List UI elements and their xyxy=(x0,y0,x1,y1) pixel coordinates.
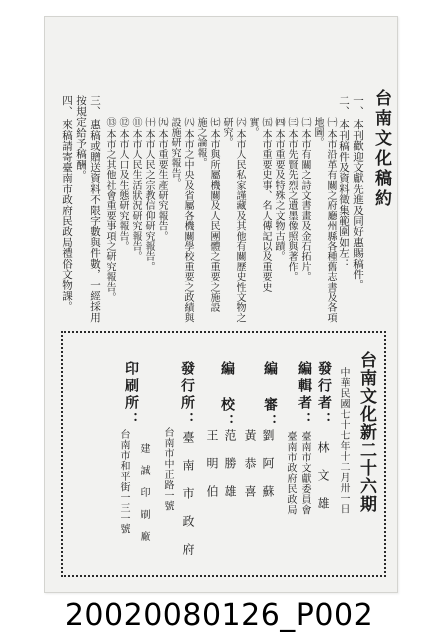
reviewer-2: 黃 恭 喜 xyxy=(243,429,257,498)
editor-line-2: 臺南市政府民政局 xyxy=(285,431,296,515)
category-11-label: ⑪ xyxy=(130,117,141,128)
editor-line-1: 臺南市文獻委員會 xyxy=(299,431,310,515)
printer-name: 建 誠 印 刷 廠 xyxy=(138,443,149,542)
category-13-text: 本市之其他社會重要事項之研究報告。 xyxy=(104,129,115,303)
publisher-name: 林 文 雄 xyxy=(316,441,330,510)
printer-address: 台南市和平街一三一號 xyxy=(118,429,129,534)
editor-label: 編輯者： xyxy=(296,361,312,429)
rule-1-text: 本刊歡迎文獻先進及同好惠賜稿件。 xyxy=(352,119,364,291)
category-6-line-2: 研究。 xyxy=(221,117,232,148)
category-5-line-2: 實。 xyxy=(247,117,258,138)
distributor-address: 台南市中正路一號 xyxy=(162,427,173,511)
category-7-label: ㈦ xyxy=(208,117,219,128)
proofreader-1: 范 勝 雄 xyxy=(223,429,237,498)
document-page xyxy=(44,16,398,593)
category-7-line-1: 本市與所屬機關及人民團體之重要之施設 xyxy=(208,129,219,313)
rule-2-label: 二、 xyxy=(338,95,350,117)
category-7-line-2: 施之論報。 xyxy=(195,117,206,168)
category-5-label: ㈤ xyxy=(260,117,271,128)
category-6-label: ㈥ xyxy=(234,117,245,128)
category-8-line-2: 設施研究報告。 xyxy=(169,117,180,189)
category-1-line-1: 本市沿革有關之府廳州縣各種舊志書及各項 xyxy=(325,129,336,323)
publication-date: 中華民國七十七年十二月卅一日 xyxy=(338,367,349,514)
distributor-name: 臺 南 市 政 府 xyxy=(181,431,195,556)
rule-3-label: 三、 xyxy=(89,95,101,117)
rule-4-text: 來稿請寄臺南市政府民政局禮俗文物課。 xyxy=(61,119,73,312)
rule-3-line-1: 惠稿或贈送資料不限字數與件數，一經採用 xyxy=(89,119,101,323)
category-11-text: 本市人民生活狀況研究報告。 xyxy=(130,129,141,262)
category-1-label: ㈠ xyxy=(325,117,336,128)
proofreader-label: 編 校： xyxy=(219,361,235,431)
category-8-line-1: 本市之中央及省屬各機關學校重要之政績與 xyxy=(182,129,193,323)
rule-1-label: 一、 xyxy=(352,95,364,117)
image-id-caption: 20020080126_P002 xyxy=(64,598,374,633)
category-4-text: 本市重要及特殊之文物古蹟。 xyxy=(273,129,284,262)
category-2-label: ㈡ xyxy=(299,117,310,128)
publisher-label: 發行者： xyxy=(316,361,332,429)
category-4-label: ㈣ xyxy=(273,117,284,128)
category-1-line-2: 地圖。 xyxy=(312,117,323,148)
category-9-label: ㈨ xyxy=(156,117,167,128)
reviewer-label: 編 審： xyxy=(262,361,278,431)
category-10-text: 本市人民之宗教信仰研究報告。 xyxy=(143,129,154,272)
submission-title: 台南文化稿約 xyxy=(371,89,391,209)
rule-3-line-2: 按規定給予稿酬。 xyxy=(75,95,87,181)
rule-4-label: 四、 xyxy=(61,95,73,117)
category-6-line-1: 本市人民私家謹藏及其他有關歷史性文物之 xyxy=(234,129,245,323)
category-2-text: 本市有關之詩文書畫及金石拓片。 xyxy=(299,129,310,282)
colophon-box xyxy=(61,331,386,577)
category-13-label: ⑬ xyxy=(104,117,115,128)
distributor-label: 發行所： xyxy=(179,361,195,429)
category-3-text: 本市先賢先烈之遺墨像照與著作。 xyxy=(286,129,297,282)
reviewer-1: 劉 阿 蘇 xyxy=(261,429,275,498)
category-3-label: ㈢ xyxy=(286,117,297,128)
issue-title: 台南文化新二十六期 xyxy=(356,351,376,513)
category-9-text: 本市重要生產研究報告。 xyxy=(156,129,167,242)
category-12-text: 本市人口及生態研究報告。 xyxy=(117,129,128,252)
category-8-label: ㈧ xyxy=(182,117,193,128)
category-10-label: ㈩ xyxy=(143,117,154,128)
category-5-line-1: 本市重要史事、名人傳記以及重要史 xyxy=(260,129,271,293)
printer-label: 印刷所： xyxy=(123,361,139,429)
category-12-label: ⑫ xyxy=(117,117,128,128)
proofreader-2: 王 明 伯 xyxy=(205,429,219,498)
rule-2-text: 本刊稿件及資料徵集範圍如左： xyxy=(338,119,350,269)
